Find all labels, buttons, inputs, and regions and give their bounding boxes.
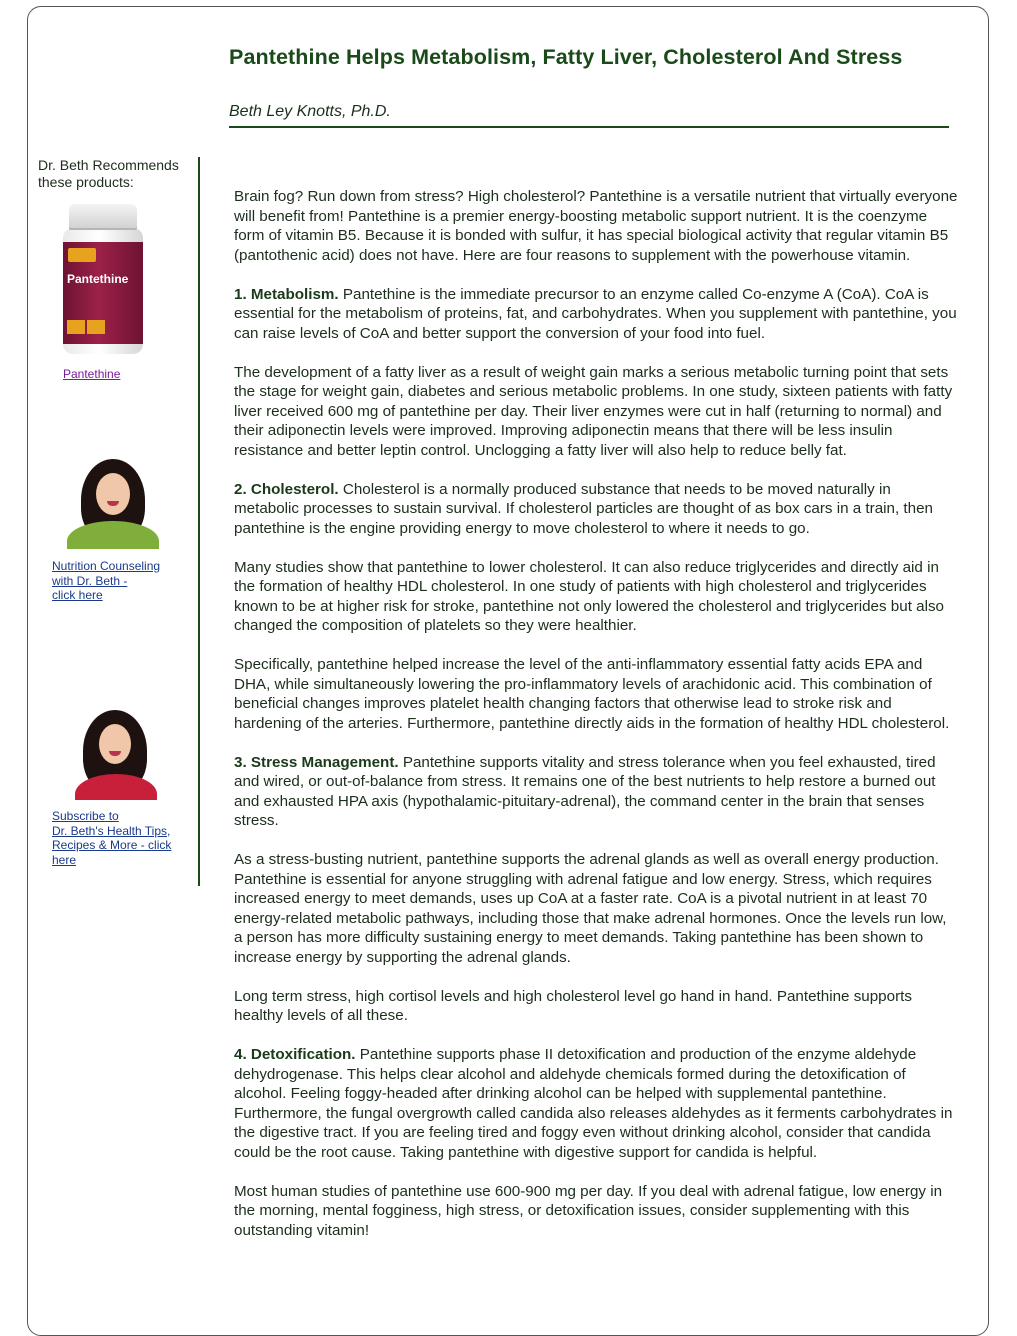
stress-text: Pantethine supports vitality and stress tolerance when you feel exhausted, tired and wired, or out-of-balance from stress. It remains one of the best nutrients to help restore a burned out and exhausted HPA axis (hypothalamic-pituitary-adrenal), the command center in the brain that senses stress. — [234, 753, 936, 829]
metabolism-heading: 1. Metabolism. — [234, 285, 339, 303]
detox-text: Pantethine supports phase II detoxification and production of the enzyme aldehyde dehydrogenase. This helps clear alcohol and aldehyde chemicals formed during the detoxification of alcohol. Feeling foggy-headed after drinking alcohol can be helped with supplemental pantethine. Furthermore, the fungal overgrowth called candida also releases aldehydes as it ferments carbohydrates in the digestive tract. If you are feeling tired and foggy even without drinking alcohol, consider that candida could be the root cause. Taking pantethine with digestive support for candida is helpful. — [234, 1046, 953, 1161]
subscribe-link-line-4: here — [52, 852, 77, 867]
cholesterol-heading: 2. Cholesterol. — [234, 480, 339, 498]
metabolism-paragraph — [234, 285, 958, 344]
subscribe-link-line-2: Dr. Beth's Health Tips, — [52, 823, 171, 838]
dr-beth-subscribe-portrait[interactable] — [69, 708, 161, 800]
cholesterol-text: Cholesterol is a normally produced substance that needs to be moved naturally in metabolic processes to sustain survival. If cholesterol particles are thought of as box cars in a train, then pantethine is the engine providing energy to move cholesterol to where it needs to go. — [234, 480, 933, 537]
subscribe-health-tips-link[interactable] — [52, 809, 171, 867]
adrenal-paragraph: As a stress-busting nutrient, pantethine supports the adrenal glands as well as overall energy production. Pantethine is essential for anyone struggling with adrenal fatigue and low energy. Stress, which requires increased energy to meet demands, uses up CoA at a faster rate. CoA is a pivotal nutrient in at least 70 energy-related metabolic pathways, including those that make adrenal hormones. Once the levels run low, a person has more difficulty sustaining energy to meet demands. Taking pantethine has been shown to increase energy by supporting the adrenal glands. — [234, 851, 947, 966]
detox-paragraph — [234, 1045, 958, 1162]
dr-beth-portrait[interactable] — [63, 455, 163, 549]
specifically-paragraph: Specifically, pantethine helped increase the level of the anti-inflammatory essential fatty acids EPA and DHA, while simultaneously lowering the pro-inflammatory levels of arachidonic acid. This combination of beneficial changes improves platelet health changing factors that otherwise lead to stroke risk and hardening of the arteries. Furthermore, pantethine directly aids in the formation of healthy HDL cholesterol. — [234, 656, 950, 732]
detox-heading: 4. Detoxification. — [234, 1046, 356, 1063]
studies-paragraph: Many studies show that pantethine to lower cholesterol. It can also reduce triglycerides and directly aid in the formation of healthy HDL cholesterol. In one study of patients with high cholesterol and triglycerides known to be at higher risk for stroke, pantethine not only lowered the cholesterol and triglycerides but also changed the composition of platelets so they were healthier. — [234, 558, 944, 634]
counseling-link-line-2: with Dr. Beth - — [52, 573, 128, 588]
intro-paragraph: Brain fog? Run down from stress? High cholesterol? Pantethine is a versatile nutrient that virtually everyone will benefit from! Pantethine is a premier energy-boosting metabolic support nutrient. It is the coenzyme form of vitamin B5. Because it is bonded with sulfur, it has special biological activity that regular vitamin B5 (pantothenic acid) does not have. Here are four reasons to supplement with the powerhouse vitamin. — [234, 188, 958, 264]
counseling-link-line-3: click here — [52, 588, 103, 602]
stress-paragraph — [234, 753, 958, 831]
counseling-link-line-1: Nutrition Counseling — [52, 559, 161, 573]
nutrition-counseling-link[interactable] — [52, 559, 160, 603]
cholesterol-paragraph — [234, 480, 958, 539]
subscribe-link-line-1: Subscribe to — [52, 809, 119, 823]
article-title: Pantethine Helps Metabolism, Fatty Liver, Cholesterol And Stress — [229, 45, 903, 69]
article-body — [234, 187, 958, 1260]
sidebar — [37, 157, 200, 886]
subscribe-link-line-3: Recipes & More - click — [52, 838, 172, 852]
stress-heading: 3. Stress Management. — [234, 753, 399, 771]
pantethine-product-image[interactable]: Pantethine — [63, 204, 143, 356]
pantethine-product-link[interactable]: Pantethine — [63, 367, 121, 381]
metabolism-text: Pantethine is the immediate precursor to an enzyme called Co-enzyme A (CoA). CoA is essential for the metabolism of proteins, fat, and carbohydrates. When you supplement with pantethine, you can raise levels of CoA and better support the conversion of your food into fuel. — [234, 285, 957, 342]
dosage-paragraph: Most human studies of pantethine use 600-900 mg per day. If you deal with adrenal fatigue, low energy in the morning, mental fogginess, high stress, or detoxification issues, consider supplementing with this outstanding vitamin! — [234, 1182, 943, 1239]
title-divider — [229, 126, 949, 128]
sidebar-heading: Dr. Beth Recommends these products: — [38, 157, 179, 190]
fatty-liver-paragraph: The development of a fatty liver as a result of weight gain marks a serious metabolic turning point that sets the stage for weight gain, diabetes and serious metabolic problems. In one study, sixteen patients with fatty liver received 600 mg of pantethine per day. Their liver enzymes were cut in half (returning to normal) and their adiponectin levels were improved. Improving adiponectin means that there will be less insulin resistance and better leptin control. Unclogging a fatty liver will also help to reduce belly fat. — [234, 363, 953, 459]
long-term-paragraph: Long term stress, high cortisol levels and high cholesterol level go hand in hand. Pantethine supports healthy levels of all these. — [234, 987, 912, 1024]
article-author: Beth Ley Knotts, Ph.D. — [229, 103, 391, 120]
